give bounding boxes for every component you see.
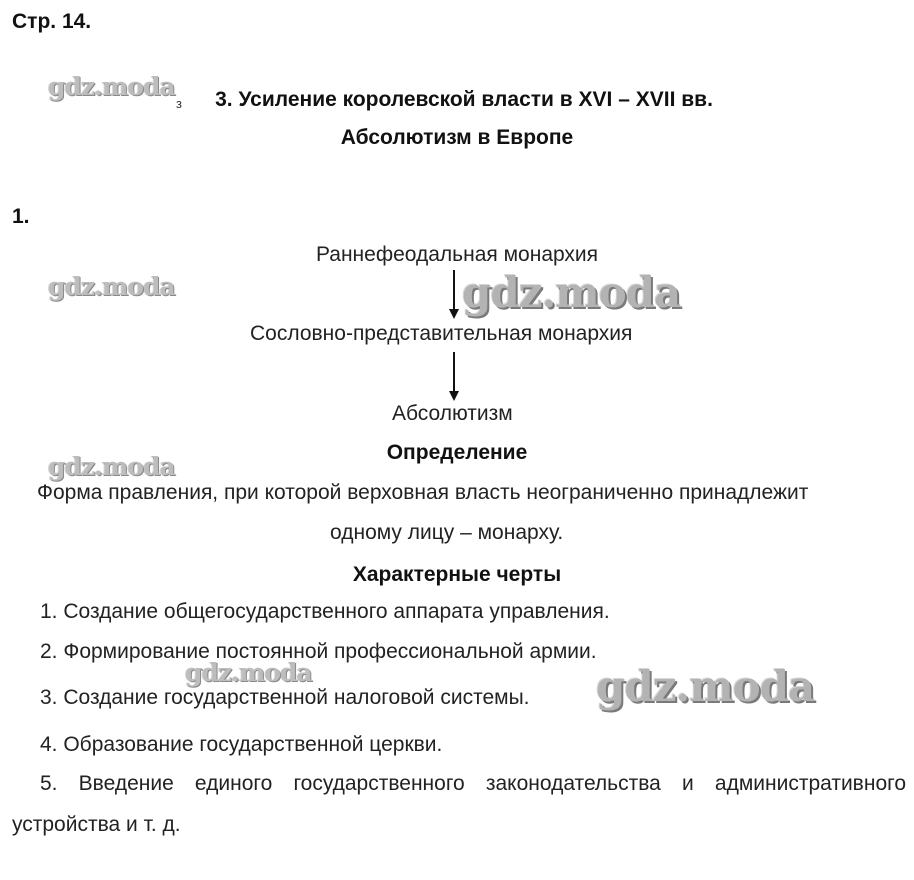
watermark-logo: gdz.moda: [185, 658, 312, 687]
scheme-step-estate-representative: Сословно-представительная монархия: [250, 322, 633, 345]
watermark-logo: gdz.moda: [48, 272, 175, 301]
stray-mark: з: [176, 96, 182, 111]
watermark-logo: gdz.moda: [462, 268, 681, 317]
definition-text-line1: Форма правления, при которой верховная власть неограниченно принадлежит: [37, 481, 809, 504]
definition-heading: Определение: [386, 441, 528, 464]
page-reference: Стр. 14.: [12, 10, 92, 33]
feature-item-continuation: устройства и т. д.: [12, 813, 181, 836]
section-title: 3. Усиление королевской власти в XVI – XVII вв.: [215, 88, 713, 111]
question-number: 1.: [12, 205, 30, 228]
scheme-arrow-1: [453, 270, 455, 310]
features-heading: Характерные черты: [352, 563, 562, 586]
feature-item: 1. Создание общегосударственного аппарата управления.: [40, 600, 610, 623]
scheme-step-absolutism: Абсолютизм: [392, 402, 513, 425]
definition-text-line2: одному лицу – монарху.: [330, 521, 564, 544]
feature-item: 3. Создание государственной налоговой системы.: [40, 686, 530, 709]
watermark-logo: gdz.moda: [48, 452, 175, 481]
scheme-arrowhead-1: [449, 309, 459, 319]
feature-item: 4. Образование государственной церкви.: [40, 733, 443, 756]
section-subtitle: Абсолютизм в Европе: [340, 126, 574, 149]
watermark-logo: gdz.moda: [596, 662, 815, 711]
scheme-step-early-feudal: Раннефеодальная монархия: [315, 243, 599, 266]
scheme-arrowhead-2: [449, 391, 459, 401]
watermark-logo: gdz.moda: [48, 72, 175, 101]
feature-item: 5. Введение единого государственного законодательства и административного: [40, 772, 906, 795]
scheme-arrow-2: [453, 352, 455, 392]
feature-item: 2. Формирование постоянной профессиональной армии.: [40, 640, 597, 663]
